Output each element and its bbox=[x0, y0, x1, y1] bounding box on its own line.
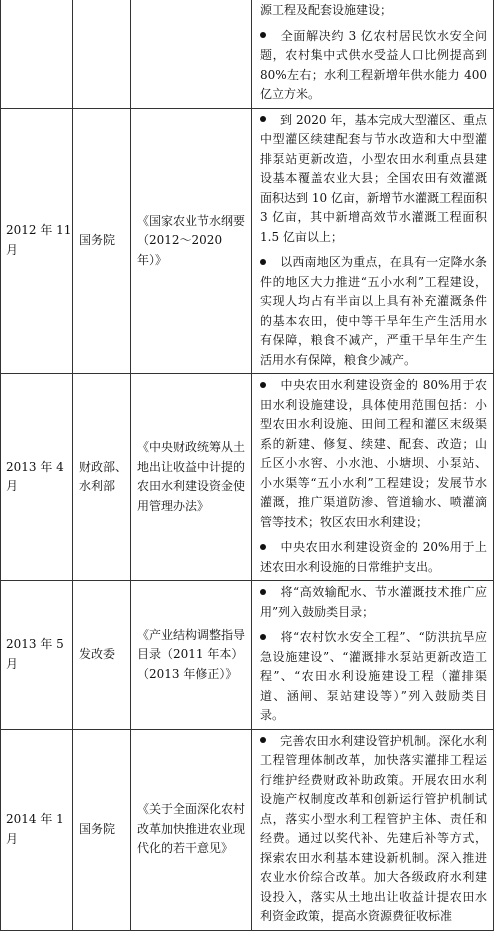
bullet-icon bbox=[260, 737, 266, 743]
table-row bbox=[1, 581, 494, 730]
content-cell bbox=[252, 108, 494, 374]
date-cell: 2012 年 11 月 bbox=[1, 108, 73, 374]
dept-cell: 财政部、水利部 bbox=[73, 374, 131, 581]
table-row bbox=[1, 0, 494, 108]
document-cell: 《关于全面深化农村改革加快推进农业现代化的若干意见》 bbox=[131, 729, 252, 930]
content-cell bbox=[252, 581, 494, 730]
dept-cell: 发改委 bbox=[73, 581, 131, 730]
list-item bbox=[260, 538, 487, 577]
bullet-icon bbox=[260, 116, 266, 122]
content-cell bbox=[252, 374, 494, 581]
list-item bbox=[260, 27, 487, 105]
document-cell: 《国家农业节水纲要（2012～2020 年）》 bbox=[131, 108, 252, 374]
table-row bbox=[1, 729, 494, 930]
list-item-text: 将“农村饮水安全工程”、“防洪抗旱应急设施建设”、“灌溉排水泵站更新改造工程”、“农田水利设施建设工程（灌排渠道、涵闸、泵站建设等）”列入鼓励类目录。 bbox=[260, 630, 487, 722]
bullet-icon bbox=[260, 634, 266, 640]
dept-cell: 国务院 bbox=[73, 108, 131, 374]
list-item bbox=[260, 583, 487, 622]
list-item-text: 到 2020 年，基本完成大型灌区、重点中型灌区续建配套与节水改造和大中型灌排泵站更新改造，小型农田水利重点县建设基本覆盖农业大县；全国农田有效灌溉面积达到 10 亿亩，新增节水灌溉工程面积 3 亿亩，其中新增高效节水灌溉工程面积 1.5 亿亩以上； bbox=[260, 112, 487, 244]
list-item-text: 全面解决约 3 亿农村居民饮水安全问题，农村集中式供水受益人口比例提高到 80%左右；水利工程新增年供水能力 400 亿立方米。 bbox=[260, 28, 487, 101]
list-item bbox=[260, 628, 487, 726]
list-item bbox=[260, 111, 487, 248]
list-item bbox=[260, 376, 487, 532]
dept-cell bbox=[73, 0, 131, 108]
date-cell bbox=[1, 0, 73, 108]
document-cell: 《产业结构调整指导目录（2011 年本）（2013 年修正）》 bbox=[131, 581, 252, 730]
table-row bbox=[1, 108, 494, 374]
document-cell bbox=[131, 0, 252, 108]
table-row bbox=[1, 374, 494, 581]
list-item-text: 完善农田水利建设管护机制。深化水利工程管理体制改革，加快落实灌排工程运行维护经费财政补助政策。开展农田水利设施产权制度改革和创新运行管护机制试点，落实小型水利工程管护主体、责任和经费。通过以奖代补、先建后补等方式，探索农田水利基本建设新机制。深入推进农业水价综合改革。加大各级政府水利建设投入，落实从土地出让收益计提农田水利资金政策，提高水资源费征收标准 bbox=[260, 733, 487, 923]
bullet-icon bbox=[260, 32, 266, 38]
date-cell: 2014 年 1 月 bbox=[1, 729, 73, 930]
list-item-text: 以西南地区为重点，在具有一定降水条件的地区大力推进“五小水利”工程建设，实现人均占有半亩以上具有补充灌溉条件的基本农田，使中等干旱年生产生活用水有保障，粮食不减产，严重干旱年生产生活用水有保障，粮食少减产。 bbox=[260, 255, 487, 367]
date-cell: 2013 年 5 月 bbox=[1, 581, 73, 730]
date-cell: 2013 年 4 月 bbox=[1, 374, 73, 581]
bullet-icon bbox=[260, 382, 266, 388]
list-item bbox=[260, 253, 487, 370]
list-item-text: 中央农田水利建设资金的 20%用于上述农田水利设施的日常维护支出。 bbox=[260, 540, 487, 574]
content-cell bbox=[252, 729, 494, 930]
list-item-text: 中央农田水利建设资金的 80%用于农田水利设施建设，具体使用范围包括：小型农田水利设施、田间工程和灌区末级渠系的新建、修复、续建、配套、改造；山丘区小水窖、小水池、小塘坝、小泵站、小水渠等“五小水利”工程建设；发展节水灌溉，推广渠道防渗、管道输水、喷灌滴管等技术；牧区农田水利建设； bbox=[260, 378, 487, 529]
document-cell: 《中央财政统筹从土地出让收益中计提的农田水利建设资金使用管理办法》 bbox=[131, 374, 252, 581]
list-item-text: 将“高效输配水、节水灌溉技术推广应用”列入鼓励类目录； bbox=[260, 585, 487, 619]
content-cell bbox=[252, 0, 494, 108]
dept-cell: 国务院 bbox=[73, 729, 131, 930]
continued-text: 源工程及配套设施建设； bbox=[260, 3, 393, 17]
bullet-icon bbox=[260, 589, 266, 595]
bullet-icon bbox=[260, 544, 266, 550]
bullet-icon bbox=[260, 259, 266, 265]
list-item bbox=[260, 732, 487, 927]
